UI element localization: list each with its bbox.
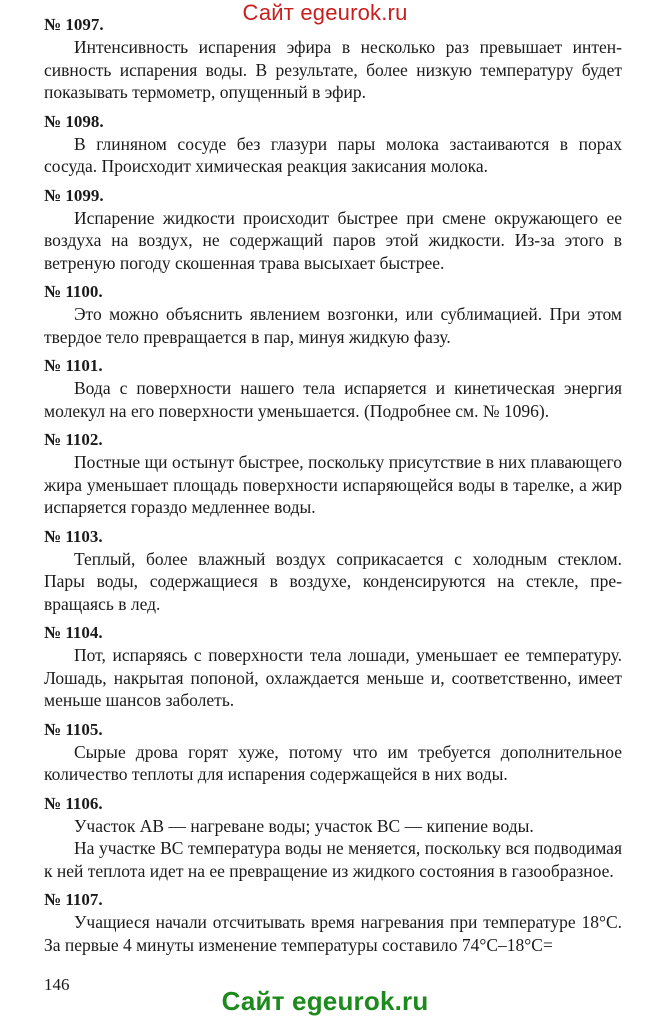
problem-number: № 1105.: [44, 719, 103, 739]
problem-1098: [44, 111, 622, 178]
problem-text: Интенсивность испарения эфира в несколько раз превышает интенсивность испарения воды. В результате, более низкую температуру будет показывать термометр, опущенный в эфир.: [44, 37, 622, 102]
problem-text: Теплый, более влажный воздух соприкасается с холодным стеклом. Пары воды, содержащиеся в воздухе, конденсируются на стекле, превращаясь в лед.: [44, 548, 622, 614]
problem-number: № 1098.: [44, 111, 104, 131]
problem-number: № 1103.: [44, 526, 103, 546]
problem-number: № 1107.: [44, 890, 103, 909]
problem-number: № 1101.: [44, 356, 103, 375]
problem-1107: [44, 889, 622, 956]
watermark-top: Сайт egeurok.ru: [242, 0, 408, 25]
problem-text: Вода с поверхности нашего тела испаряется и кинетическая энергия молекул на его поверхности уменьшается. (Подробнее см. № 1096).: [44, 378, 622, 421]
watermark-bottom: Сайт egeurok.ru: [221, 986, 429, 1016]
problem-text: Сырые дрова горят хуже, потому что им требуется дополнительное количество теплоты для испарения содержащейся в них воды.: [44, 741, 622, 784]
document-body: [44, 14, 622, 963]
problem-1104: [44, 622, 622, 712]
problem-1097: [44, 14, 622, 104]
problem-text: Участок AB — нагреване воды; участок BC — кипение воды.: [74, 815, 534, 836]
problem-text: Испарение жидкости происходит быстрее при смене окружающего ее воздуха на воздух, не содержащий паров этой жидкости. Из-за этого в ветреную погоду скошенная трава высыхает быстрее.: [44, 207, 622, 273]
problem-1101: [44, 355, 622, 422]
problem-1103: [44, 526, 622, 616]
problem-number: № 1104.: [44, 623, 103, 642]
problem-number: № 1102.: [44, 430, 103, 449]
problem-number: № 1097.: [44, 15, 104, 34]
problem-number: № 1099.: [44, 185, 104, 205]
problem-text: Пот, испаряясь с поверхности тела лошади, уменьшает ее температуру. Лошадь, накрытая попоной, охлаждается меньше и, соответственно, имеет меньше шансов заболеть.: [44, 645, 622, 710]
problem-1102: [44, 429, 622, 519]
page-number: 146: [44, 975, 70, 994]
problem-1106: [44, 793, 622, 883]
problem-1100: [44, 281, 622, 348]
problem-1105: [44, 719, 622, 786]
problem-text: Постные щи остынут быстрее, поскольку присутствие в них плавающего жира уменьшает площадь поверхности испаряющейся воды в тарелке, а жир испаряется гораздо медленнее воды.: [44, 452, 622, 517]
problem-text: Это можно объяснить явлением возгонки, или сублимацией. При этом твердое тело превращается в пар, минуя жидкую фазу.: [44, 304, 622, 347]
problem-1099: [44, 185, 622, 275]
problem-number: № 1106.: [44, 793, 103, 813]
problem-number: № 1100.: [44, 282, 103, 301]
problem-text: На участке BC температура воды не меняется, поскольку вся подводимая к ней теплота идет на ее превращение из жидкого состояния в газообразное.: [44, 838, 622, 881]
problem-text: В глиняном сосуде без глазури пары молока застаиваются в порах сосуда. Происходит химическая реакция закисания молока.: [44, 133, 622, 176]
problem-text: Учащиеся начали отсчитывать время нагревания при температуре 18°С. За первые 4 минуты изменение температуры составило 74°С–18°С=: [44, 912, 622, 955]
